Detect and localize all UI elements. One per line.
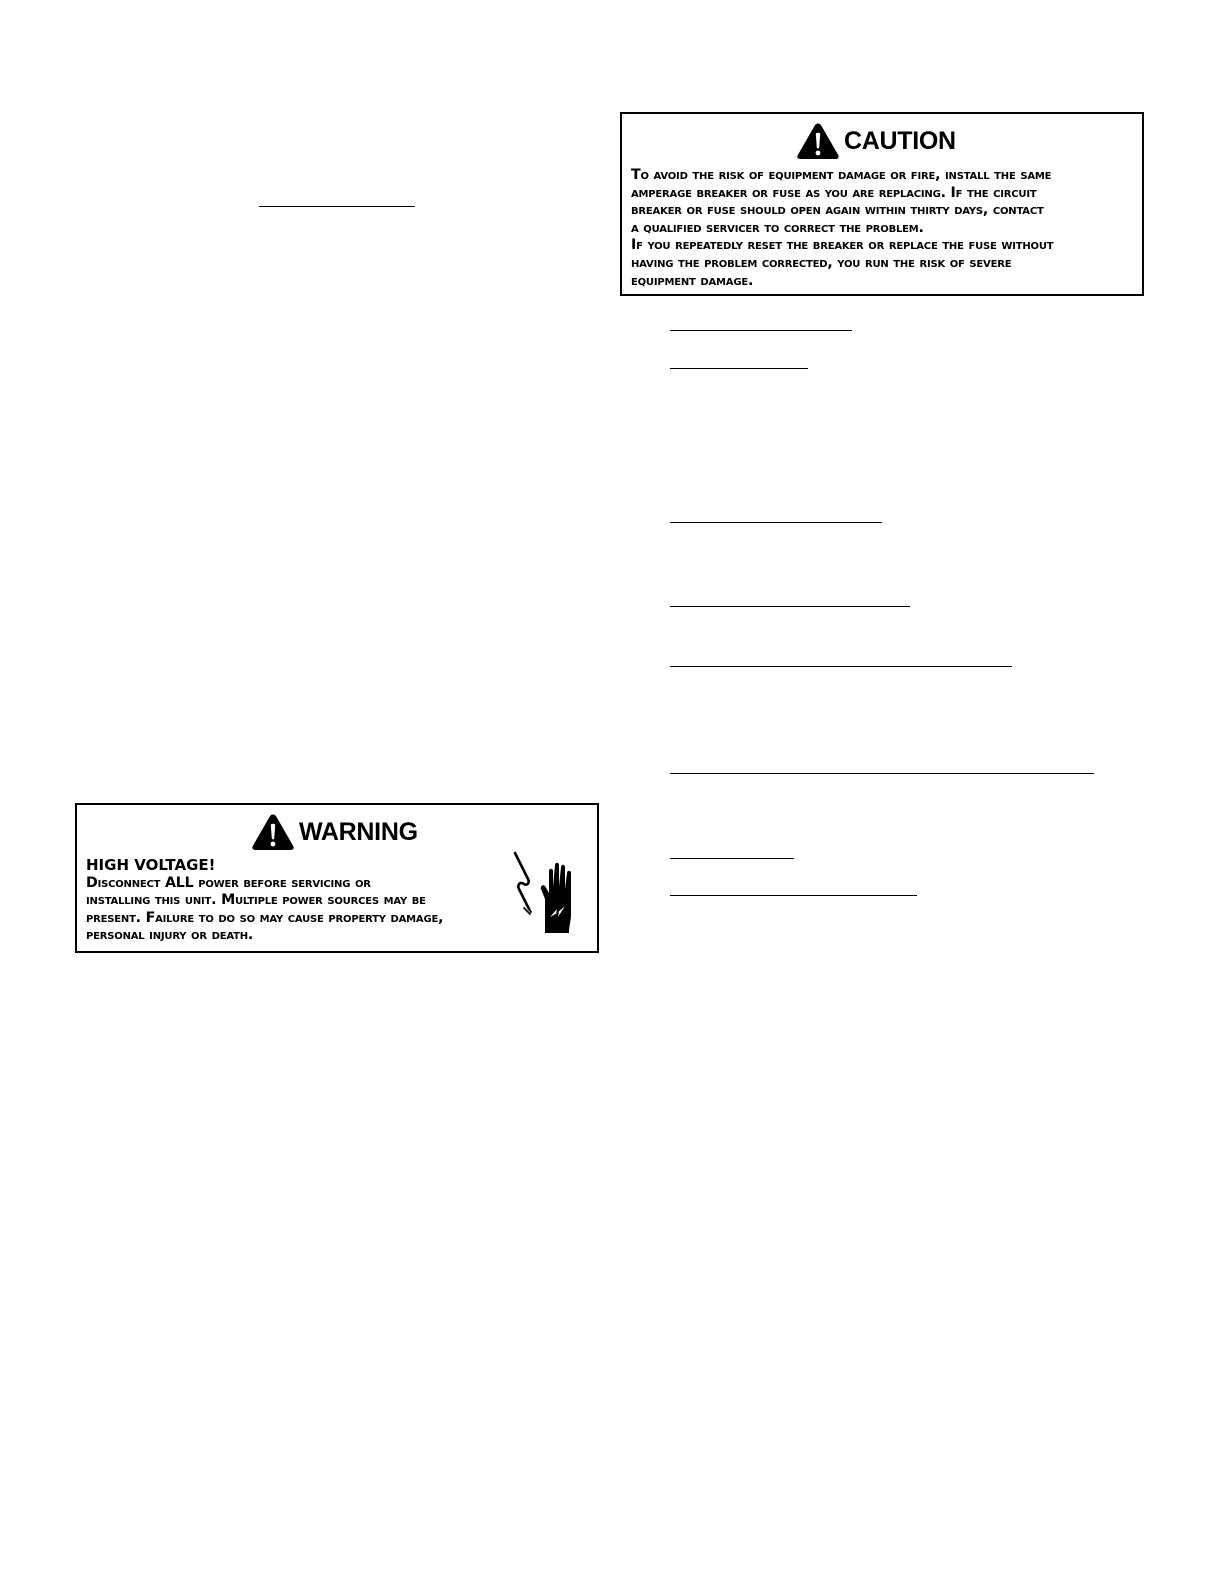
caution-line-6: having the problem corrected, you run the risk of severe — [631, 254, 1012, 271]
blank-rule-right-8 — [670, 895, 917, 896]
blank-rule-right-5 — [670, 666, 1012, 667]
blank-rule-right-1 — [670, 330, 852, 331]
caution-header — [796, 122, 956, 160]
caution-line-4: a qualified servicer to correct the problem. — [631, 219, 924, 236]
caution-line-2: amperage breaker or fuse as you are replacing. If the circuit — [631, 184, 1037, 201]
caution-line-7: equipment damage. — [631, 272, 754, 289]
warning-notice — [75, 803, 599, 953]
warning-line-2: installing this unit. Multiple power sources may be — [86, 892, 426, 909]
blank-rule-right-7 — [670, 858, 794, 859]
exclamation-triangle-icon — [796, 122, 840, 160]
caution-title: CAUTION — [844, 126, 956, 155]
blank-rule-left-1 — [259, 206, 415, 207]
warning-line-1: Disconnect ALL power before servicing or — [86, 874, 371, 891]
exclamation-triangle-icon — [251, 813, 295, 851]
caution-line-3: breaker or fuse should open again within thirty days, contact — [631, 202, 1044, 219]
caution-body — [631, 167, 1053, 290]
warning-header — [251, 813, 418, 851]
blank-rule-right-4 — [670, 606, 910, 607]
blank-rule-right-2 — [670, 368, 808, 369]
warning-heading: HIGH VOLTAGE! — [86, 856, 216, 874]
blank-rule-right-3 — [670, 522, 882, 523]
caution-line-1: To avoid the risk of equipment damage or fire, install the same — [631, 167, 1052, 183]
caution-line-5: If you repeatedly reset the breaker or replace the fuse without — [631, 237, 1054, 254]
caution-notice — [620, 112, 1144, 296]
warning-body — [86, 857, 443, 945]
warning-line-3: present. Failure to do so may cause property damage, — [86, 909, 444, 926]
warning-title: WARNING — [299, 817, 418, 846]
electric-shock-hand-icon — [509, 851, 581, 935]
warning-line-4: personal injury or death. — [86, 927, 254, 944]
blank-rule-right-6 — [670, 773, 1094, 774]
